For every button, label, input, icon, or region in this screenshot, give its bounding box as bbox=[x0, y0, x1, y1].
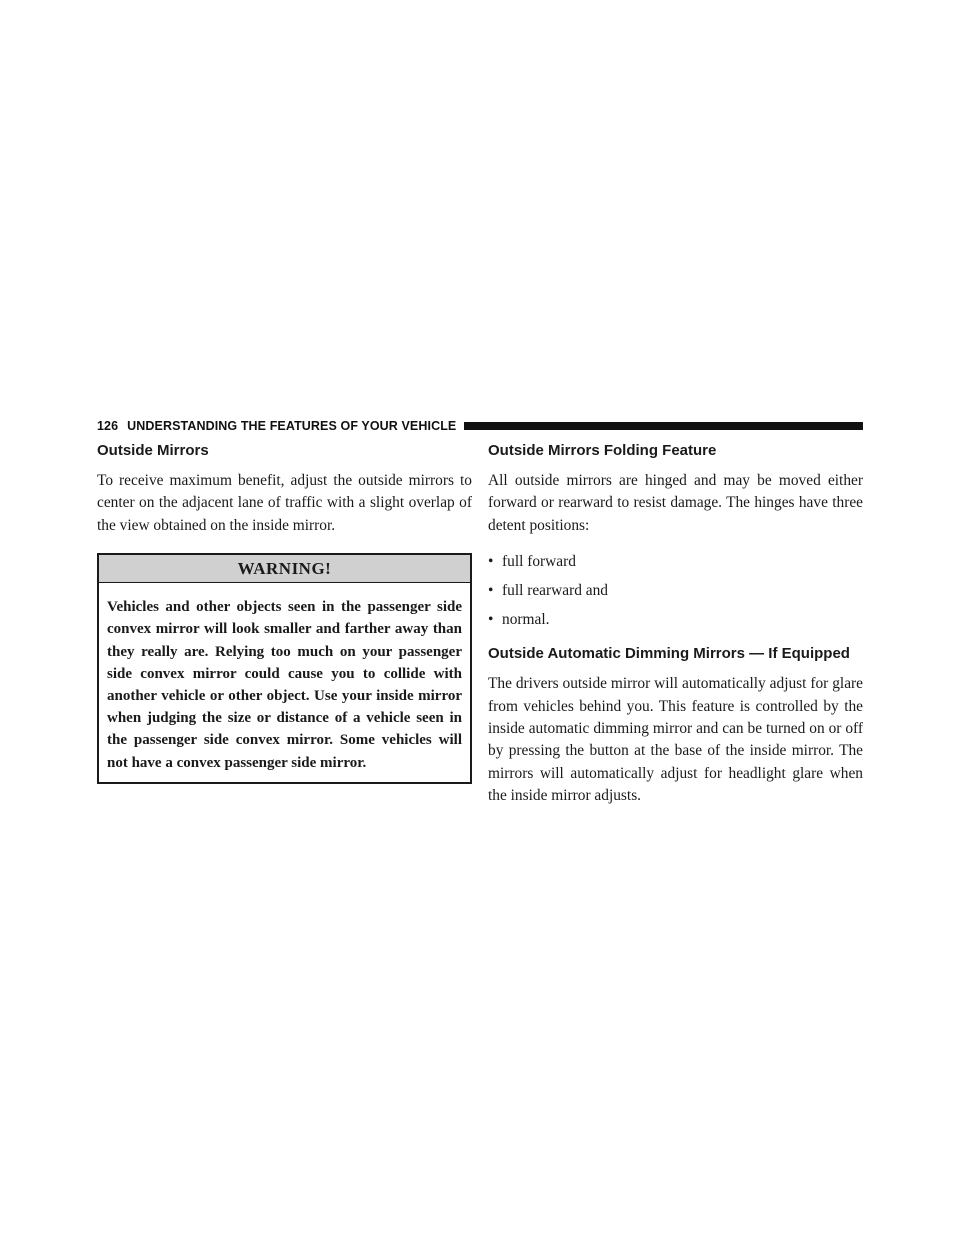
left-column bbox=[97, 442, 472, 784]
list-item-text: full forward bbox=[502, 553, 576, 571]
folding-feature-heading: Outside Mirrors Folding Feature bbox=[488, 442, 717, 459]
list-item bbox=[488, 551, 863, 573]
outside-mirrors-heading: Outside Mirrors bbox=[97, 442, 209, 459]
warning-box bbox=[97, 553, 472, 784]
list-item-text: full rearward and bbox=[502, 582, 608, 600]
list-item bbox=[488, 609, 863, 631]
automatic-dimming-heading: Outside Automatic Dimming Mirrors — If Equipped bbox=[488, 645, 850, 663]
bullet: • bbox=[488, 553, 494, 571]
section-title: UNDERSTANDING THE FEATURES OF YOUR VEHICLE bbox=[127, 419, 457, 433]
detent-positions-list bbox=[488, 551, 863, 631]
list-item bbox=[488, 580, 863, 602]
header-rule bbox=[464, 422, 863, 430]
right-column bbox=[488, 442, 863, 808]
bullet: • bbox=[488, 611, 494, 629]
page-header bbox=[97, 419, 863, 433]
bullet: • bbox=[488, 582, 494, 600]
warning-title: WARNING! bbox=[99, 555, 470, 583]
folding-feature-paragraph: All outside mirrors are hinged and may be moved either forward or rearward to resist damage. The hinges have three detent positions: bbox=[488, 472, 863, 534]
warning-text: Vehicles and other objects seen in the passenger side convex mirror will look smaller and farther away than they really are. Relying too much on your passenger side convex mirror could cause you to collide with another vehicle or other object. Use your inside mirror when judging the size or distance of a vehicle seen in the passenger side convex mirror. Some vehicles will not have a convex passenger side mirror. bbox=[107, 599, 462, 771]
list-item-text: normal. bbox=[502, 611, 550, 629]
outside-mirrors-paragraph: To receive maximum benefit, adjust the outside mirrors to center on the adjacent lane of traffic with a slight overlap of the view obtained on the inside mirror. bbox=[97, 472, 472, 534]
automatic-dimming-paragraph: The drivers outside mirror will automatically adjust for glare from vehicles behind you. This feature is controlled by the inside automatic dimming mirror and can be turned on or off by pressing the button at the base of the inside mirror. The mirrors will automatically adjust for headlight glare when the inside mirror adjusts. bbox=[488, 675, 863, 805]
page-number: 126 bbox=[97, 419, 119, 433]
